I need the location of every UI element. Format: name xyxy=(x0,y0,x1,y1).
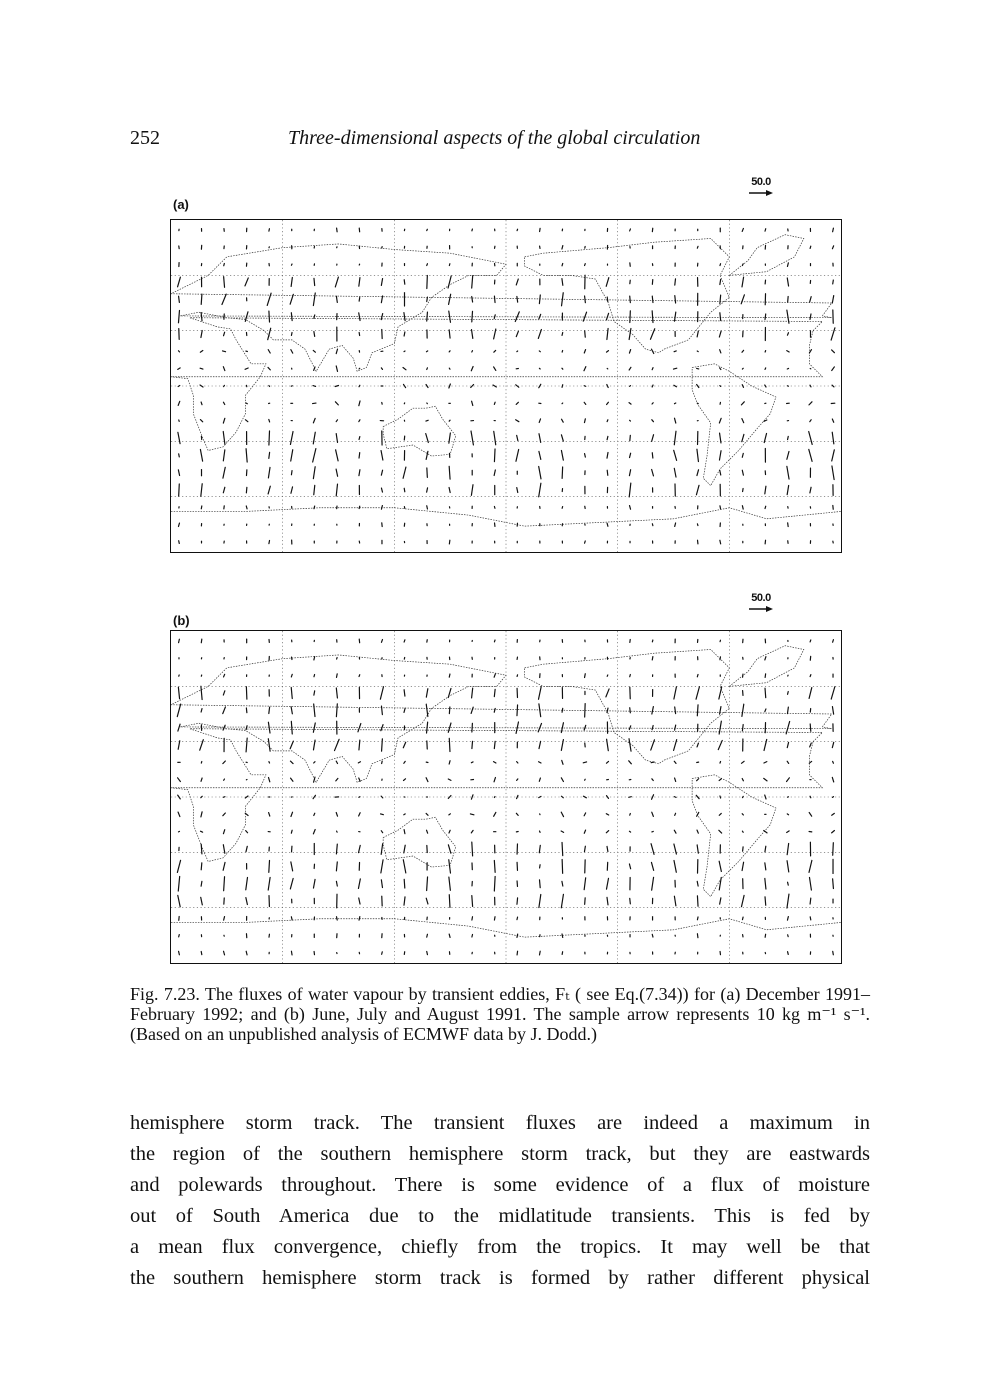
body-paragraph xyxy=(130,1108,870,1294)
panel-label-a: (a) xyxy=(173,197,189,212)
vector-map-b xyxy=(170,630,842,964)
body-line: and polewards throughout. There is some evidence of a flux of moisture xyxy=(130,1174,870,1196)
coastlines xyxy=(171,646,841,937)
sample-arrow-icon xyxy=(748,605,774,613)
coastlines xyxy=(171,235,841,526)
body-line: the southern hemisphere storm track is formed by rather different physical xyxy=(130,1267,870,1289)
sample-arrow-icon xyxy=(748,189,774,197)
body-line: out of South America due to the midlatitude transients. This is fed by xyxy=(130,1205,870,1227)
vector-map-svg-a xyxy=(171,220,841,552)
vector-map-a xyxy=(170,219,842,553)
map-grid xyxy=(171,220,841,552)
body-line: hemisphere storm track. The transient fluxes are indeed a maximum in xyxy=(130,1112,870,1134)
page-header xyxy=(130,127,870,151)
panel-label-b: (b) xyxy=(173,613,190,628)
body-line: a mean flux convergence, chiefly from the tropics. It may well be that xyxy=(130,1236,870,1258)
running-title: Three-dimensional aspects of the global circulation xyxy=(288,127,701,149)
map-grid xyxy=(171,631,841,963)
body-line: the region of the southern hemisphere storm track, but they are eastwards xyxy=(130,1143,870,1165)
scale-reference-b xyxy=(736,592,786,613)
scale-label-a: 50.0 xyxy=(751,176,771,188)
figure-panel-a xyxy=(170,176,842,568)
vector-map-svg-b xyxy=(171,631,841,963)
figure-panel-b xyxy=(170,592,842,972)
figure-caption: Fig. 7.23. The fluxes of water vapour by transient eddies, Fₜ ( see Eq.(7.34)) for (a) December 1991–February 1992; and (b) June, July and August 1991. The sample arrow represents 10 kg m⁻¹ s⁻¹. (Based on an unpublished analysis of ECMWF data by J. Dodd.) xyxy=(130,984,870,1044)
page-number: 252 xyxy=(130,127,160,149)
scale-label-b: 50.0 xyxy=(751,592,771,604)
scale-reference-a xyxy=(736,176,786,197)
